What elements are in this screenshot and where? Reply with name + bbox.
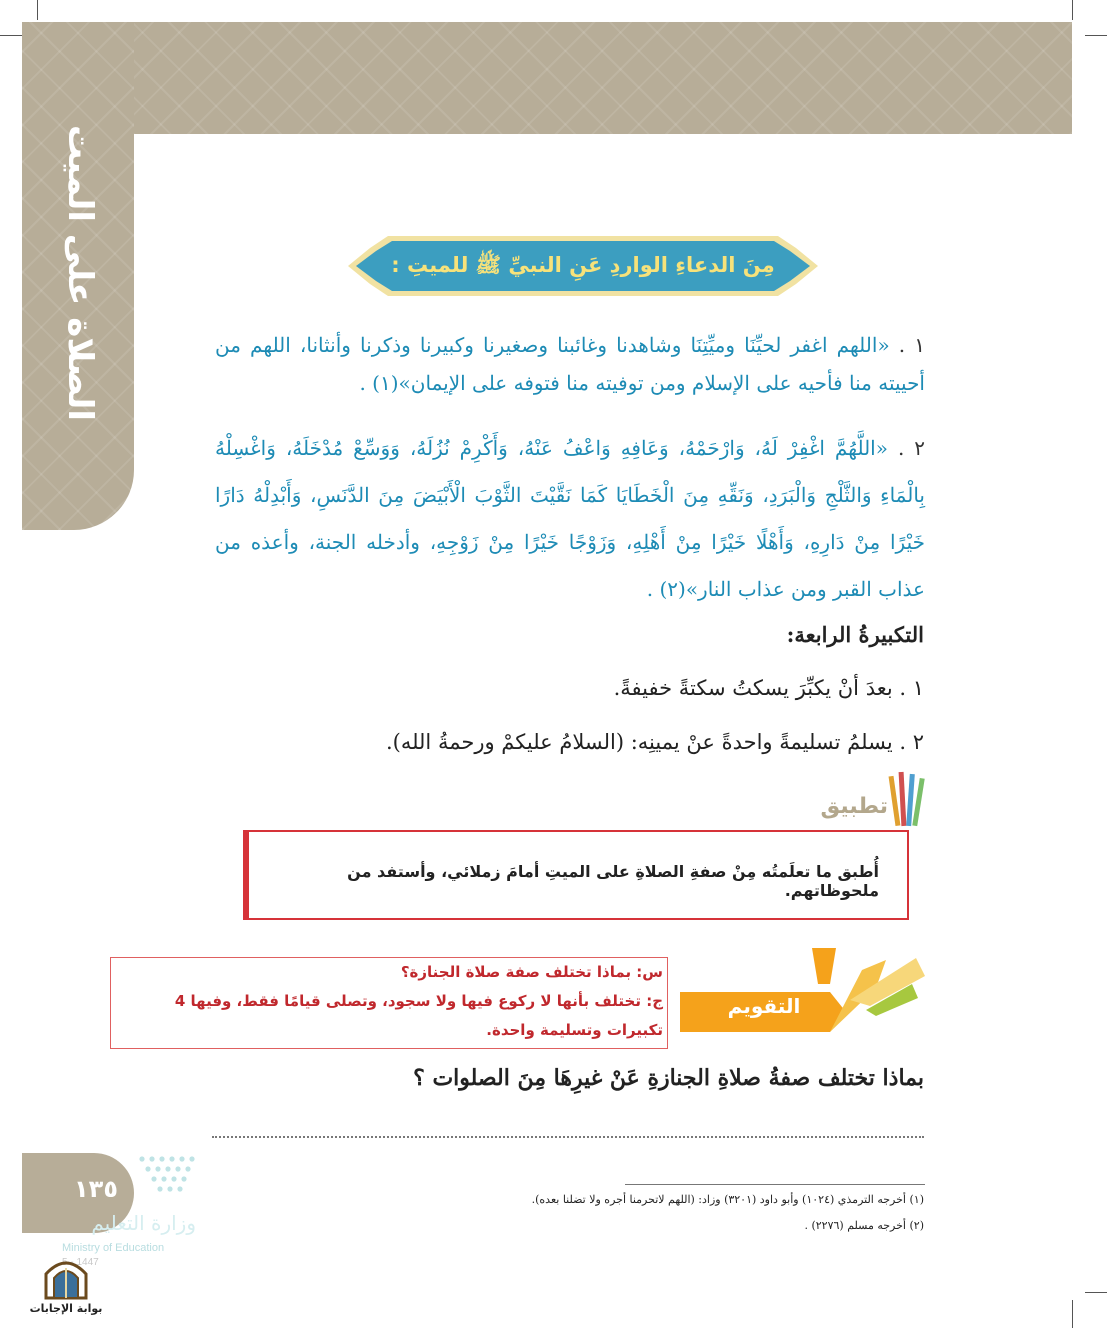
answer-dotted-line: [212, 1136, 924, 1138]
application-text: أُطبق ما تعلَمتُه مِنْ صفةِ الصلاةِ على الميتِ أمامَ زملائي، وأستفد من ملحوظاتهم.: [347, 862, 879, 900]
fourth-takbeer-heading: التكبيرةُ الرابعة:: [786, 622, 924, 647]
pencils-icon: [888, 766, 928, 832]
prayer-text: «اللَّهُمَّ اغْفِرْ لَهُ، وَارْحَمْهُ، وَعَافِهِ وَاعْفُ عَنْهُ، وَأَكْرِمْ نُزُلَهُ، وَوَسِّعْ مُدْخَلَهُ، وَاغْسِلْهُ بِالْمَاءِ وَالثَّلْجِ وَالْبَرَدِ، وَنَقِّهِ مِنَ الْخَطَايَا كَمَا نَقَّيْتَ الثَّوْبَ الْأَبْيَضَ مِنَ الدَّنَسِ، وَأَبْدِلْهُ دَارًا خَيْرًا مِنْ دَارِهِ، وَأَهْلًا خَيْرًا مِنْ أَهْلِهِ، وَزَوْجًا خَيْرًا مِنْ زَوْجِهِ، وأدخله الجنة، وأعذه من عذاب القبر ومن عذاب النار»(٢) .: [215, 436, 925, 601]
takbeer-step: ٢ . يسلمُ تسليمةً واحدةً عنْ يمينِه: (السلامُ عليكمْ ورحمةُ الله).: [385, 730, 924, 754]
crop-mark: [1085, 35, 1107, 36]
prayer-text: «اللهم اغفر لحيِّنَا وميِّتِنَا وشاهدنا وغائبنا وصغيرنا وكبيرنا وذكرنا وأنثانا، اللهم من أحييته منا فأحيه على الإسلام ومن توفيته منا فتوفه على الإيمان»(١) .: [215, 333, 925, 395]
prayer-1: [215, 326, 925, 402]
section-banner: [348, 232, 818, 300]
application-label: تطبيق: [820, 794, 888, 819]
prayer-number: ١ .: [898, 333, 926, 357]
side-chapter-title: الصلاة على الميت: [60, 125, 100, 422]
page-number: ١٣٥: [74, 1175, 118, 1203]
evaluation-label: التقويم: [727, 994, 801, 1018]
prayer-number: ٢ .: [897, 436, 926, 460]
takbeer-step: ١ . بعدَ أنْ يكبِّرَ يسكتُ سكتةً خفيفةً.: [613, 676, 924, 700]
application-header: [800, 766, 925, 832]
crop-mark: [1072, 1300, 1073, 1328]
footnote: (٢) أخرجه مسلم (٢٢٧٦) .: [804, 1219, 924, 1232]
evaluation-header: [680, 940, 925, 1050]
top-decorative-band: [22, 22, 1072, 134]
crop-mark: [37, 0, 38, 20]
mosque-window-icon: [38, 1254, 94, 1300]
watermark-text: بوابة الإجابات: [29, 1302, 103, 1315]
crop-mark: [1085, 1292, 1107, 1293]
banner-title: مِنَ الدعاءِ الواردِ عَنِ النبيِّ ﷺ للميتِ :: [391, 253, 775, 277]
ministry-logo-icon: [134, 1153, 198, 1211]
evaluation-question: بماذا تختلف صفةُ صلاةِ الجنازةِ عَنْ غيرِهَا مِنَ الصلوات ؟: [413, 1065, 924, 1091]
ministry-year: 5 - 1447: [62, 1257, 99, 1268]
crop-mark: [0, 35, 22, 36]
answer-question: س: بماذا تختلف صفة صلاة الجنازة؟: [400, 963, 663, 981]
footnote-divider: [625, 1184, 925, 1185]
crop-mark: [1072, 0, 1073, 20]
ministry-name-arabic: وزارة التعليم: [91, 1211, 196, 1235]
answer-text: ج: تختلف بأنها لا ركوع فيها ولا سجود، وتصلى قيامًا فقط، وفيها 4 تكبيرات وتسليمة واحدة.: [174, 992, 663, 1039]
footnote: (١) أخرجه الترمذي (١٠٢٤) وأبو داود (٣٢٠١) وزاد: (اللهم لاتحرمنا أجره ولا تضلنا بعده).: [531, 1193, 924, 1206]
answer-box: [110, 957, 668, 1049]
application-box: [243, 830, 909, 920]
ministry-name-english: Ministry of Education: [62, 1242, 165, 1254]
prayer-2: [215, 425, 925, 613]
